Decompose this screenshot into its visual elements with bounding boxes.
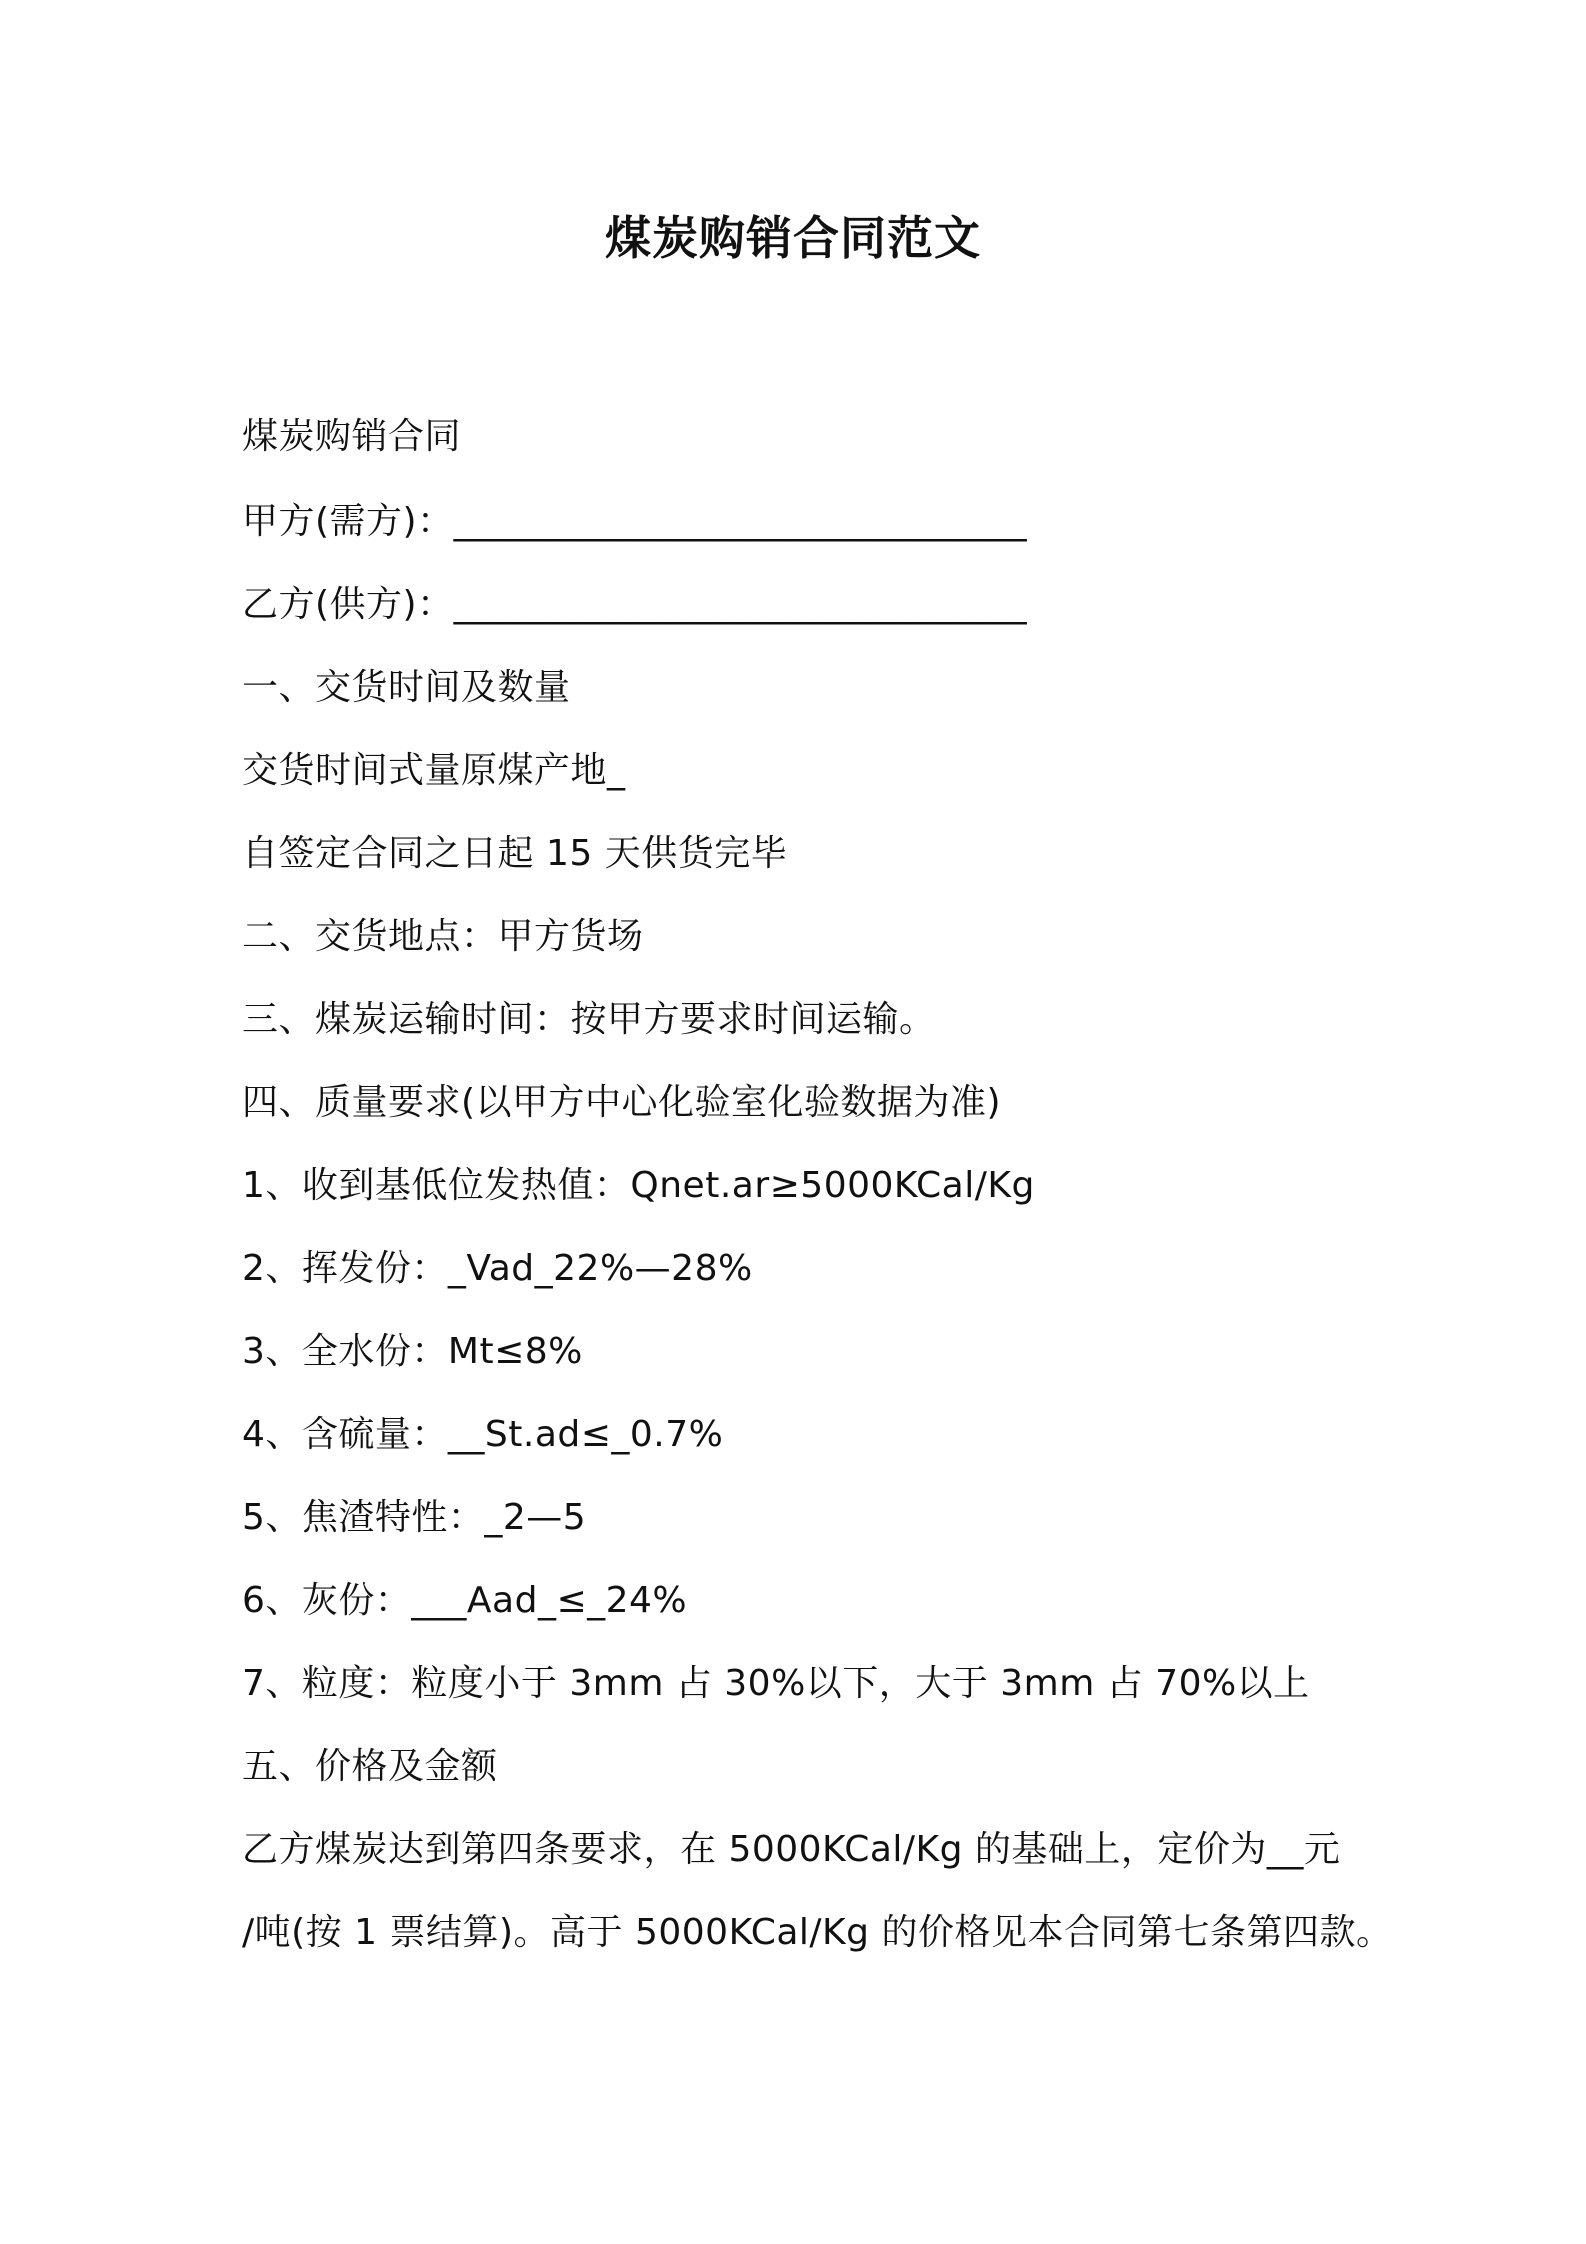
- section-2-heading: 二、交货地点：甲方货场: [242, 916, 644, 957]
- party-a-line: 甲方(需方)：_______________________________: [242, 501, 1028, 542]
- paragraph: 自签定合同之日起 15 天供货完毕: [242, 833, 788, 874]
- quality-item: 6、灰份：___Aad_≤_24%: [242, 1580, 688, 1621]
- section-1-heading: 一、交货时间及数量: [242, 667, 571, 708]
- contract-heading: 煤炭购销合同: [242, 416, 462, 457]
- quality-item: 5、焦渣特性：_2—5: [242, 1497, 587, 1538]
- quality-item: 7、粒度：粒度小于 3mm 占 30%以下，大于 3mm 占 70%以上: [242, 1663, 1310, 1704]
- paragraph: 交货时间式量原煤产地_: [242, 750, 626, 791]
- document-title: 煤炭购销合同范文: [605, 211, 981, 265]
- quality-item: 3、全水份：Mt≤8%: [242, 1331, 583, 1372]
- quality-item: 4、含硫量：__St.ad≤_0.7%: [242, 1414, 724, 1455]
- section-3-heading: 三、煤炭运输时间：按甲方要求时间运输。: [242, 999, 936, 1040]
- section-5-heading: 五、价格及金额: [242, 1746, 498, 1787]
- paragraph: 乙方煤炭达到第四条要求，在 5000KCal/Kg 的基础上，定价为__元: [242, 1829, 1341, 1870]
- quality-item: 1、收到基低位发热值：Qnet.ar≥5000KCal/Kg: [242, 1165, 1035, 1206]
- party-b-line: 乙方(供方)：_______________________________: [242, 584, 1028, 625]
- paragraph: /吨(按 1 票结算)。高于 5000KCal/Kg 的价格见本合同第七条第四款。: [242, 1912, 1393, 1953]
- quality-item: 2、挥发份：_Vad_22%—28%: [242, 1248, 753, 1289]
- section-4-heading: 四、质量要求(以甲方中心化验室化验数据为准): [242, 1082, 1002, 1123]
